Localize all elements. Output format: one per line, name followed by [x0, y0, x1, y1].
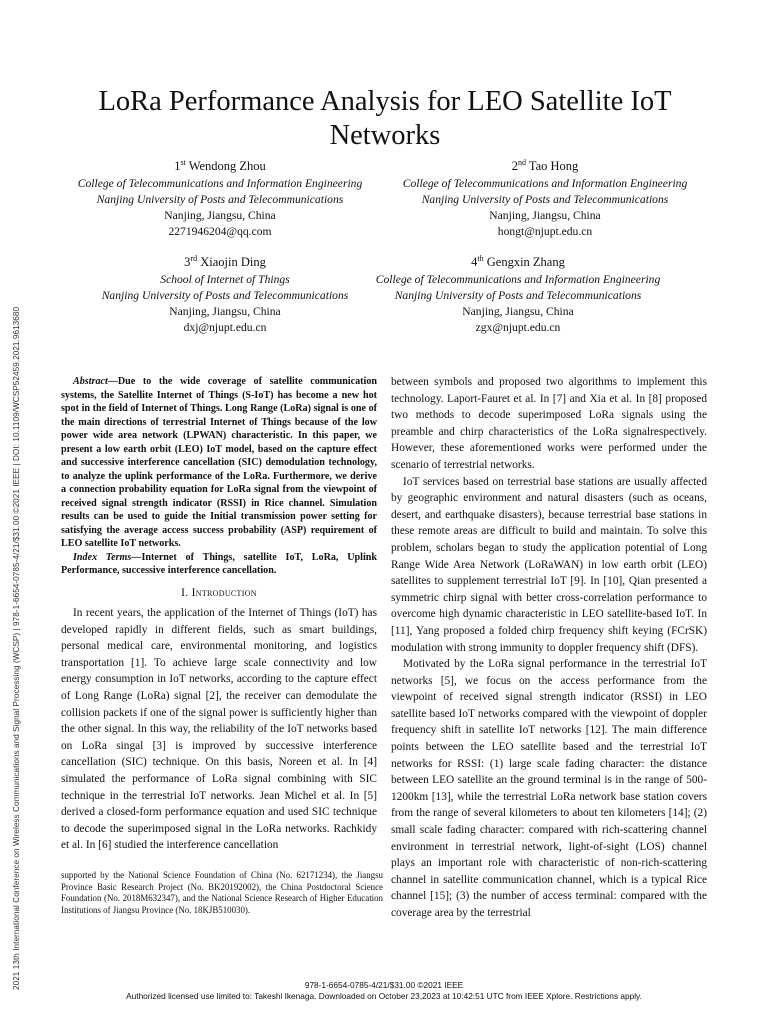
author-name: Tao Hong — [528, 159, 579, 174]
author-ordinal: 3 — [184, 255, 191, 270]
author-affiliation: College of Telecommunications and Information Engineering — [77, 177, 363, 191]
body-paragraph: between symbols and proposed two algorithms to implement this technology. Laport-Fauret et al. In [7] and Xia et al. In [8] proposed two methods to decode superimposed LoRa signals using the preamble and chirp characteristics of the LoRa signalrespectively. However, these aforementioned works were performed under the scenario of terrestrial networks. — [391, 376, 707, 471]
paper-title: LoRa Performance Analysis for LEO Satellite IoT Networks — [98, 86, 672, 152]
introduction-paragraph: In recent years, the application of the Internet of Things (IoT) has developed rapidly in different fields, such as smart buildings, personal medical care, environmental monitoring, and logistics transportation [1]. To achieve large scale connectivity and low energy consumption in IoT networks, according to the capture effect of Long Range (LoRa) signal [2], the receiver can demodulate the collision packets if one of the signal power is sufficiently higher than the other signal. In this way, the reliability of the IoT networks based on LoRa singal [3] is improved by successive interference cancellation (SIC) technique. On this basis, Noreen et al. In [4] simulated the performance of LoRa signal combining with SIC technique in the terrestrial IoT networks. Jean Michel et al. In [5] derived a closed-form performance equation and used SIC technique to decode the superimposed signal in the LoRa networks. Rachkidy et al. In [6] studied the interference cancellation — [61, 607, 377, 852]
author-name: Xiaojin Ding — [200, 255, 266, 270]
author-email: hongt@njupt.edu.cn — [497, 225, 593, 239]
index-terms-label: Index Terms — [73, 551, 132, 563]
author-location: Nanjing, Jiangsu, China — [164, 209, 276, 223]
author-affiliation: School of Internet of Things — [160, 273, 290, 287]
section-heading-introduction: I. Introduction — [181, 586, 257, 599]
author-ordinal: 2 — [511, 159, 518, 174]
author-block-1 — [50, 155, 390, 240]
author-institution: Nanjing University of Posts and Telecommunications — [421, 193, 669, 207]
author-institution: Nanjing University of Posts and Telecommunications — [96, 193, 344, 207]
author-block-2 — [375, 155, 715, 240]
body-paragraph: Motivated by the LoRa signal performance in the terrestrial IoT networks [5], we focus on the access performance from the viewpoint of received signal strength indicator (RSSI) in LEO satellite based IoT networks compared with the viewpoint of doppler frequency shift in satellite IoT networks [12]. The main difference points between the LEO satellite based and the terrestrial IoT networks for RSSI: (1) large scale fading character: the distance between LEO satellite an the ground terminal is in the range of 500-1200km [13], while the terrestrial LoRa network base station covers from the range of several kilometers to about ten kilometers [14]; (2) small scale fading character: compared with rich-scattering channel environment in terrestrial network, light-of-sight (LOS) channel plays an important role with characteristic of non-rich-scattering channel in satellite communication channel, which is a typical Rice channel [15]; (3) the number of access terminal: compared with the coverage area by the terrestrial — [391, 658, 707, 919]
abstract-text: —Due to the wide coverage of satellite communication systems, the Satellite Internet of Things (S-IoT) has become a new hot spot in the field of Internet of Things. Long Range (LoRa) signal is one of the main directions of terrestrial Internet of Things because of the low power wide area network (LPWAN) characteristic. In this paper, we present a low earth orbit (LEO) IoT model, based on the capture effect and successive interference cancellation (SIC) demodulation technology, to analyze the uplink performance of the LoRa. Furthermore, we derive a connection probability equation for LoRa signal from the viewpoint of received signal strength indicator (RSSI) in Rice channel. Simulation results can be used to guide the Initial transmission power setting for satisfying the average access success probability (ASP) requirement of LEO satellite IoT networks. — [61, 376, 377, 549]
author-institution: Nanjing University of Posts and Telecommunications — [394, 289, 642, 303]
author-ordinal-suffix: st — [180, 158, 186, 167]
author-affiliation: College of Telecommunications and Information Engineering — [375, 273, 661, 287]
abstract-label: Abstract — [73, 376, 108, 387]
author-location: Nanjing, Jiangsu, China — [489, 209, 601, 223]
body-paragraph: IoT services based on terrestrial base stations are usually affected by geographic environment and natural disasters (such as oceans, desert, and earthquake disasters), because terrestrial base stations in these remote areas are difficult to build and maintain. To solve this problem, scholars began to study the application potential of Long Range Wide Area Network (LoRaWAN) in low earth orbit (LEO) satellites to supplement terrestrial IoT [9]. In [10], Qian presented a symmetric chirp signal with better cross-correlation performance to overcome high dynamic characteristic in LEO satellite-based IoT. In [11], Yang proposed a folded chirp frequency shift keying (FCrSK) modulation with strong immunity to doppler frequency shift (DFS). — [391, 475, 707, 654]
author-affiliation: College of Telecommunications and Information Engineering — [402, 177, 688, 191]
author-name: Wendong Zhou — [188, 159, 266, 174]
author-ordinal-suffix: rd — [190, 254, 198, 263]
author-name: Gengxin Zhang — [486, 255, 565, 270]
index-terms — [61, 551, 377, 578]
footer-isbn: 978-1-6654-0785-4/21/$31.00 ©2021 IEEE — [304, 980, 464, 990]
author-email: dxj@njupt.edu.cn — [183, 321, 267, 335]
author-institution: Nanjing University of Posts and Telecommunications — [101, 289, 349, 303]
abstract — [61, 375, 377, 551]
author-ordinal: 4 — [471, 255, 478, 270]
author-location: Nanjing, Jiangsu, China — [462, 305, 574, 319]
author-block-3 — [55, 251, 395, 336]
conference-side-note: 2021 13th International Conference on Wireless Communications and Signal Processing (WCSP) | 978-1-6654-0785-4/21/$31.00 ©2021 IEEE | DOI: 10.1109/WCSP52459.2021.9613680 — [12, 306, 21, 990]
author-ordinal-suffix: th — [477, 254, 484, 263]
author-email: 2271946204@qq.com — [168, 225, 272, 239]
funding-footnote: supported by the National Science Foundation of China (No. 62171234), the Jiangsu Province Basic Research Project (No. BK20192002), the China Postdoctoral Science Foundation (No. 2018M632347), and the National Science Research of Higher Education Institutions of Jiangsu Province (No. 18KJB510030). — [61, 870, 383, 916]
author-location: Nanjing, Jiangsu, China — [169, 305, 281, 319]
left-column — [61, 375, 377, 854]
index-terms-text: —Internet of Things, satellite IoT, LoRa, Uplink Performance, successive interference cancellation. — [61, 551, 377, 576]
author-email: zgx@njupt.edu.cn — [475, 321, 561, 335]
footer-license: Authorized licensed use limited to: Takeshi Ikenaga. Downloaded on October 23,2023 at 10:42:51 UTC from IEEE Xplore. Restrictions apply. — [126, 991, 642, 1001]
right-column — [391, 374, 707, 922]
author-ordinal: 1 — [174, 159, 181, 174]
author-block-4 — [348, 251, 688, 336]
author-ordinal-suffix: nd — [517, 158, 526, 167]
